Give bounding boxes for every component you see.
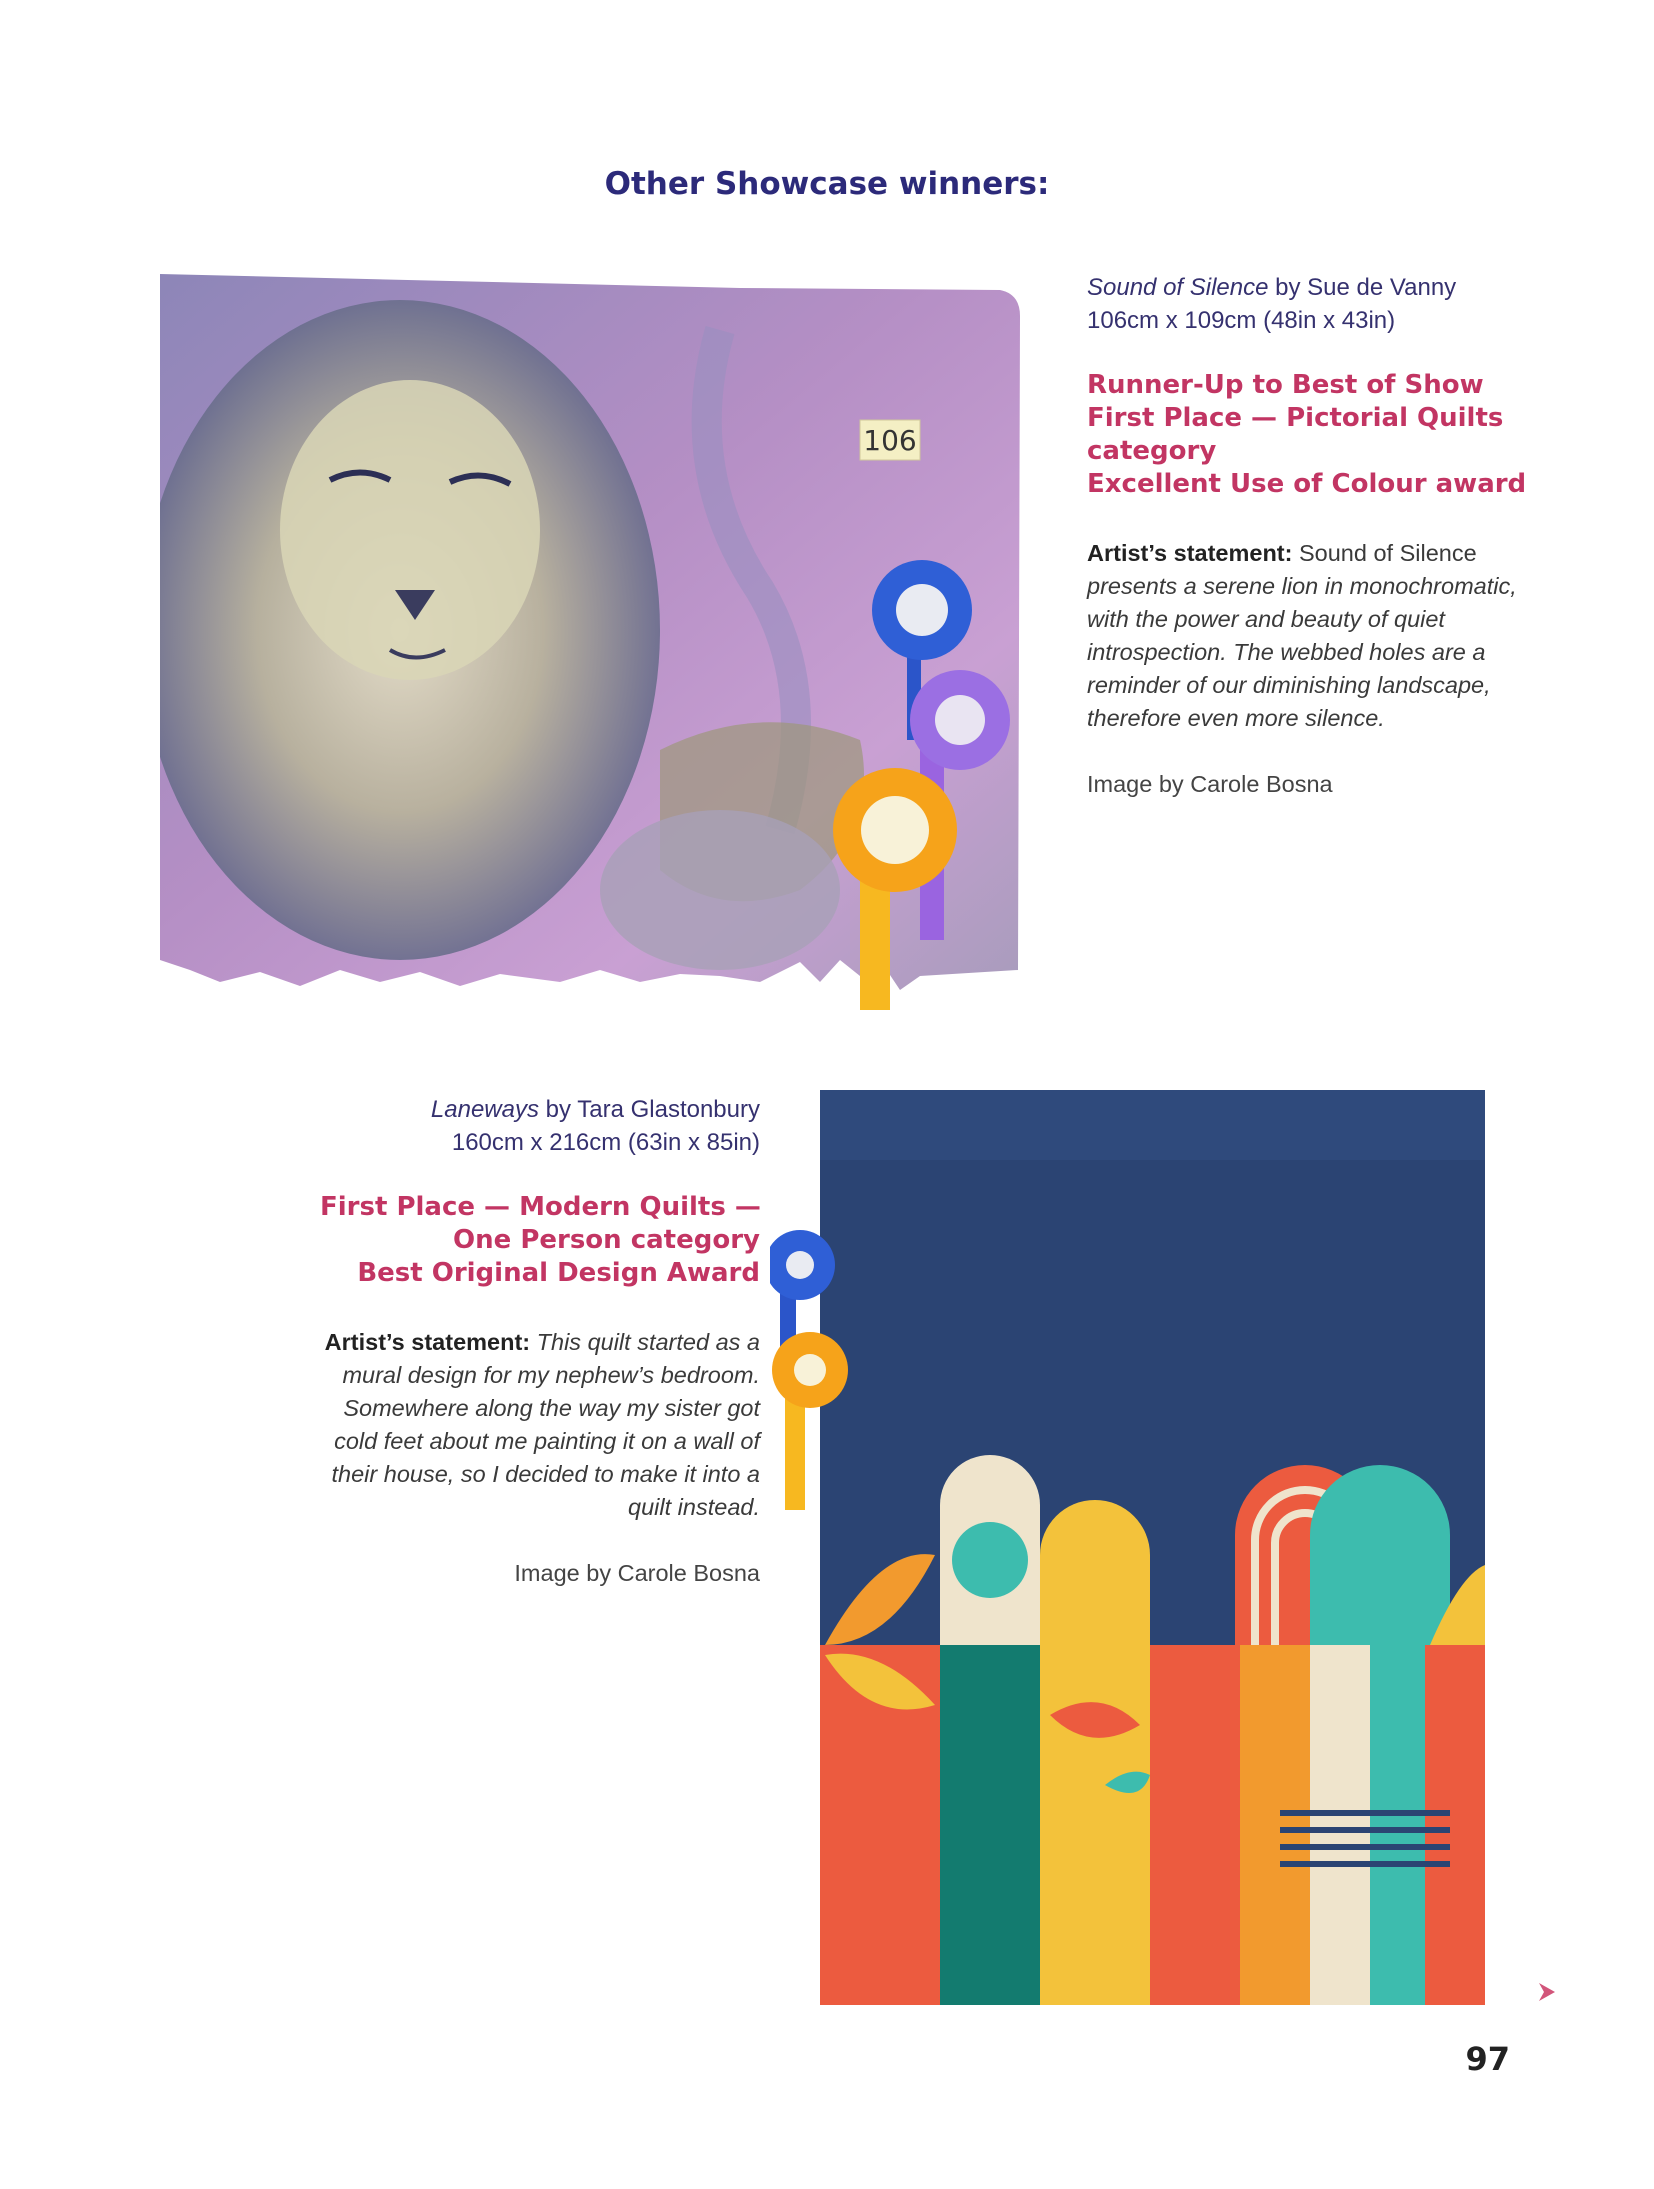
lion-quilt-photo [160,270,1060,1020]
quilt-size: 106cm x 109cm (48in x 43in) [1087,307,1396,334]
award-line: One Person category [453,1225,760,1255]
artist-name: by Tara Glastonbury [545,1096,760,1123]
award-line: Runner-Up to Best of Show [1087,370,1484,400]
award-line: First Place — Pictorial Quilts [1087,403,1504,433]
entry-title-line [320,1093,760,1126]
award-list [1087,369,1527,501]
statement-text: This quilt started as a mural design for my nephew’s bedroom. Somewhere along the way my sister got cold feet about me painting it on a wall of their house, so I decided to make it into a quilt instead. [331,1329,760,1520]
quilt-tag-number: 106 [863,424,917,457]
statement-label: Artist’s statement: [1087,540,1293,566]
artist-name: by Sue de Vanny [1275,274,1457,301]
statement-label: Artist’s statement: [324,1329,531,1355]
quilt-title: Laneways [430,1096,539,1123]
award-line: First Place — Modern Quilts — [320,1192,761,1222]
page-heading: Other Showcase winners: [604,166,1050,202]
laneways-quilt-photo [770,1085,1490,2015]
artist-statement [320,1326,760,1524]
image-credit: Image by Carole Bosna [514,1560,760,1586]
statement-text: presents a serene lion in monochromatic, with the power and beauty of quiet introspection. The webbed holes are a reminder of our diminishing landscape, therefore even more silence. [1087,573,1517,731]
image-credit: Image by Carole Bosna [1087,771,1333,797]
award-line: Excellent Use of Colour award [1087,469,1527,499]
next-page-arrow-icon[interactable] [1535,1980,1559,2004]
entry-caption-1 [1087,271,1527,801]
statement-plain: Sound of Silence [1298,540,1477,566]
quilt-size: 160cm x 216cm (63in x 85in) [451,1129,760,1156]
entry-caption-2 [320,1093,760,1590]
award-list [320,1191,760,1290]
award-line: Best Original Design Award [357,1258,760,1288]
entry-title-line [1087,271,1527,304]
page-number: 97 [1465,2040,1510,2078]
award-line: category [1087,436,1217,466]
artist-statement [1087,537,1527,735]
quilt-title: Sound of Silence [1087,274,1269,301]
